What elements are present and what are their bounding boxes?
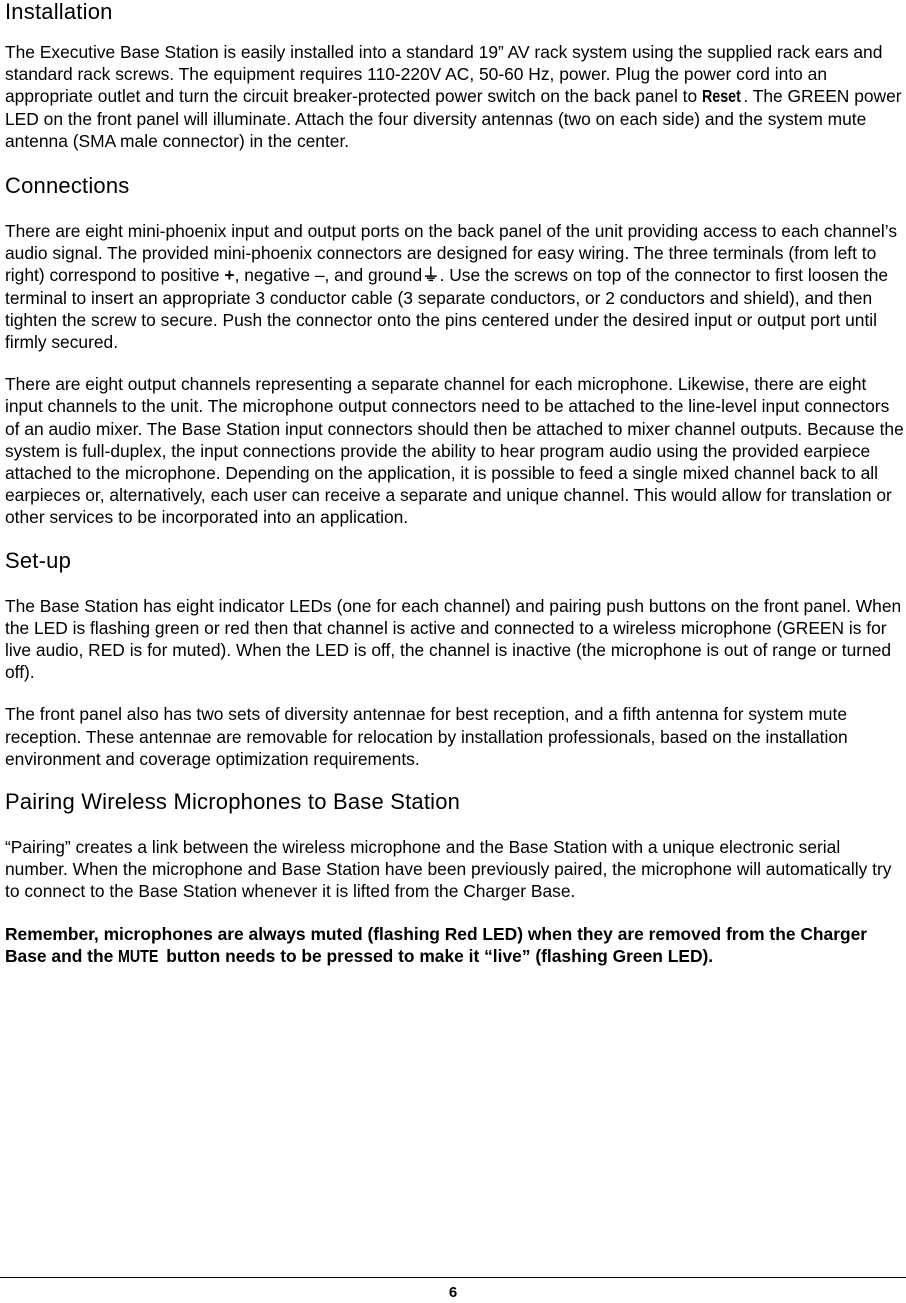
- pairing-paragraph-1: “Pairing” creates a link between the wireless microphone and the Base Station with a unique electronic serial number. When the microphone and Base Station have been previously paired, the microphone will automatically try to connect to the Base Station whenever it is lifted from the Charger Base.: [5, 837, 892, 902]
- connections-text-a: There are eight mini-phoenix input and output ports on the back panel of the unit providing access to each channel’s audio signal. The provided mini-phoenix connectors are designed for easy wiring. The three terminals (from left to right) correspond to positive: [5, 221, 898, 286]
- setup-paragraph-2: The front panel also has two sets of diversity antennae for best reception, and a fifth antenna for system mute reception. These antennae are removable for relocation by installation professionals, based on the installation environment and coverage optimization requirements.: [5, 704, 848, 769]
- footer-divider: [0, 1277, 906, 1278]
- document-page: [5, 0, 905, 967]
- setup-paragraph-1: The Base Station has eight indicator LEDs (one for each channel) and pairing push buttons on the front panel. When the LED is flashing green or red then that channel is active and connected to a wireless microphone (GREEN is for live audio, RED is for muted). When the LED is off, the channel is inactive (the microphone is out of range or turned off).: [5, 595, 902, 683]
- plus-symbol: +: [224, 265, 235, 286]
- installation-text-a: The Executive Base Station is easily installed into a standard 19” AV rack system using the supplied rack ears and standard rack screws. The equipment requires 110-220V AC, 50-60 Hz, power. Plug the power cord into an appropriate outlet and turn the circuit breaker-protected power switch on the back panel to: [5, 42, 883, 107]
- connections-text-b: , negative –, and ground: [234, 265, 423, 286]
- section-title-setup: Set-up: [5, 547, 72, 573]
- ground-icon: ⏚: [422, 265, 440, 286]
- connections-text-c: . Use the screws on top of the connector to first loosen the terminal to insert an appropriate 3 conductor cable (3 separate conductors, or 2 conductors and shield), and then tighten the screw to secure. Push the connector onto the pins centered under the desired input or output port until firmly secured.: [5, 265, 889, 353]
- section-title-connections: Connections: [5, 173, 130, 199]
- installation-text-b: . The GREEN power LED on the front panel will illuminate. Attach the four diversity antennas (two on each side) and the system mute antenna (SMA male connector) in the center.: [5, 86, 902, 151]
- page-number: 6: [448, 1284, 458, 1301]
- section-title-installation: Installation: [5, 0, 113, 24]
- pairing-paragraph-2: [5, 923, 905, 967]
- mute-label: MUTE: [118, 945, 159, 966]
- connections-paragraph-1: [5, 220, 905, 353]
- pairing-bold-text-b: button needs to be pressed to make it “live” (flashing Green LED).: [161, 945, 714, 966]
- section-title-pairing: Pairing Wireless Microphones to Base Station: [5, 789, 461, 815]
- reset-label: Reset: [702, 86, 741, 107]
- installation-paragraph: [5, 41, 905, 152]
- connections-paragraph-2: There are eight output channels representing a separate channel for each microphone. Likewise, there are eight input channels to the unit. The microphone output connectors need to be attached to the line-level input connectors of an audio mixer. The Base Station input connectors should then be attached to mixer channel outputs. Because the system is full-duplex, the input connections provide the ability to hear program audio using the provided earpiece attached to the microphone. Depending on the application, it is possible to feed a single mixed channel back to all earpieces or, alternatively, each user can receive a separate and unique channel. This would allow for translation or other services to be incorporated into an application.: [5, 374, 904, 528]
- pairing-bold-text-a: Remember, microphones are always muted (flashing Red LED) when they are removed from the Charger Base and the: [5, 923, 868, 966]
